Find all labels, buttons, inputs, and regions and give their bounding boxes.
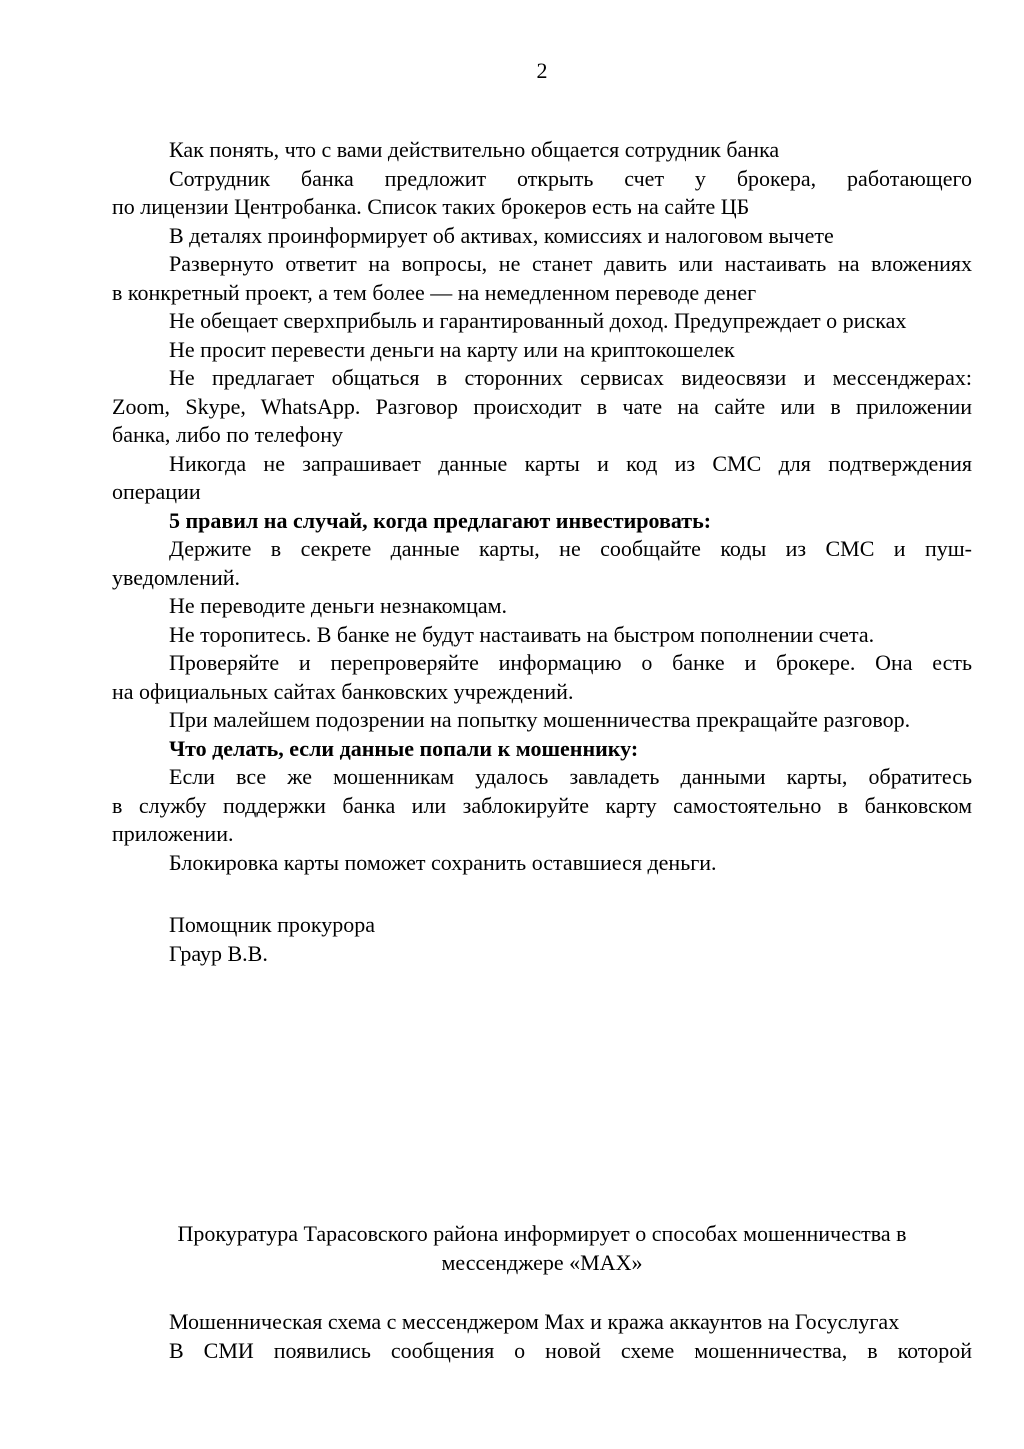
body-line: Никогда не запрашивает данные карты и код из СМС для подтверждения <box>169 450 972 476</box>
body-line: по лицензии Центробанка. Список таких брокеров есть на сайте ЦБ <box>112 194 750 219</box>
body-line: на официальных сайтах банковских учреждений. <box>112 678 574 704</box>
signature-block <box>112 911 972 968</box>
body-line: Не обещает сверхприбыль и гарантированный доход. Предупреждает о рисках <box>169 308 907 333</box>
signature-role: Помощник прокурора <box>169 912 375 937</box>
section-heading: 5 правил на случай, когда предлагают инвестировать: <box>169 507 712 533</box>
body-line: Мошенническая схема с мессенджером Max и кража аккаунтов на Госуслугах <box>169 1309 900 1334</box>
document-body <box>112 136 972 877</box>
heading-line: Прокуратура Тарасовского района информирует о способах мошенничества в <box>177 1221 907 1246</box>
body-line: Zoom, Skype, WhatsApp. Разговор происходит в чате на сайте или в приложении <box>112 393 972 419</box>
body-line: в службу поддержки банка или заблокируйте карту самостоятельно в банковском <box>112 792 972 818</box>
page-number: 2 <box>536 58 548 83</box>
body-line: Если все же мошенникам удалось завладеть данными карты, обратитесь <box>169 764 972 789</box>
body-line: В СМИ появились сообщения о новой схеме мошенничества, в которой <box>169 1337 972 1363</box>
heading-line: мессенджере «MAX» <box>441 1249 643 1275</box>
next-article-heading <box>112 1220 972 1277</box>
body-line: банка, либо по телефону <box>112 422 343 447</box>
body-line: Развернуто ответит на вопросы, не станет давить или настаивать на вложениях <box>169 251 972 276</box>
body-line: приложении. <box>112 821 234 846</box>
body-line: В деталях проинформирует об активах, комиссиях и налоговом вычете <box>169 222 834 248</box>
body-line: Не просит перевести деньги на карту или на криптокошелек <box>169 336 735 362</box>
body-line: Не предлагает общаться в сторонних сервисах видеосвязи и мессенджерах: <box>169 365 972 390</box>
body-line: Проверяйте и перепроверяйте информацию о банке и брокере. Она есть <box>169 650 972 675</box>
body-line: уведомлений. <box>112 564 240 590</box>
section-heading: Что делать, если данные попали к мошеннику: <box>169 735 639 761</box>
body-line: операции <box>112 479 201 504</box>
body-line: Держите в секрете данные карты, не сообщайте коды из СМС и пуш- <box>169 536 972 561</box>
body-line: При малейшем подозрении на попытку мошенничества прекращайте разговор. <box>169 707 911 732</box>
next-article-body <box>112 1308 972 1365</box>
body-line: Не торопитесь. В банке не будут настаивать на быстром пополнении счета. <box>169 621 875 647</box>
body-line: в конкретный проект, а тем более — на немедленном переводе денег <box>112 279 757 305</box>
body-line: Сотрудник банка предложит открыть счет у брокера, работающего <box>169 165 972 191</box>
body-line: Как понять, что с вами действительно общается сотрудник банка <box>169 137 780 162</box>
body-line: Не переводите деньги незнакомцам. <box>169 593 508 618</box>
body-line: Блокировка карты поможет сохранить оставшиеся деньги. <box>169 849 717 875</box>
signature-name: Граур В.В. <box>169 940 268 966</box>
